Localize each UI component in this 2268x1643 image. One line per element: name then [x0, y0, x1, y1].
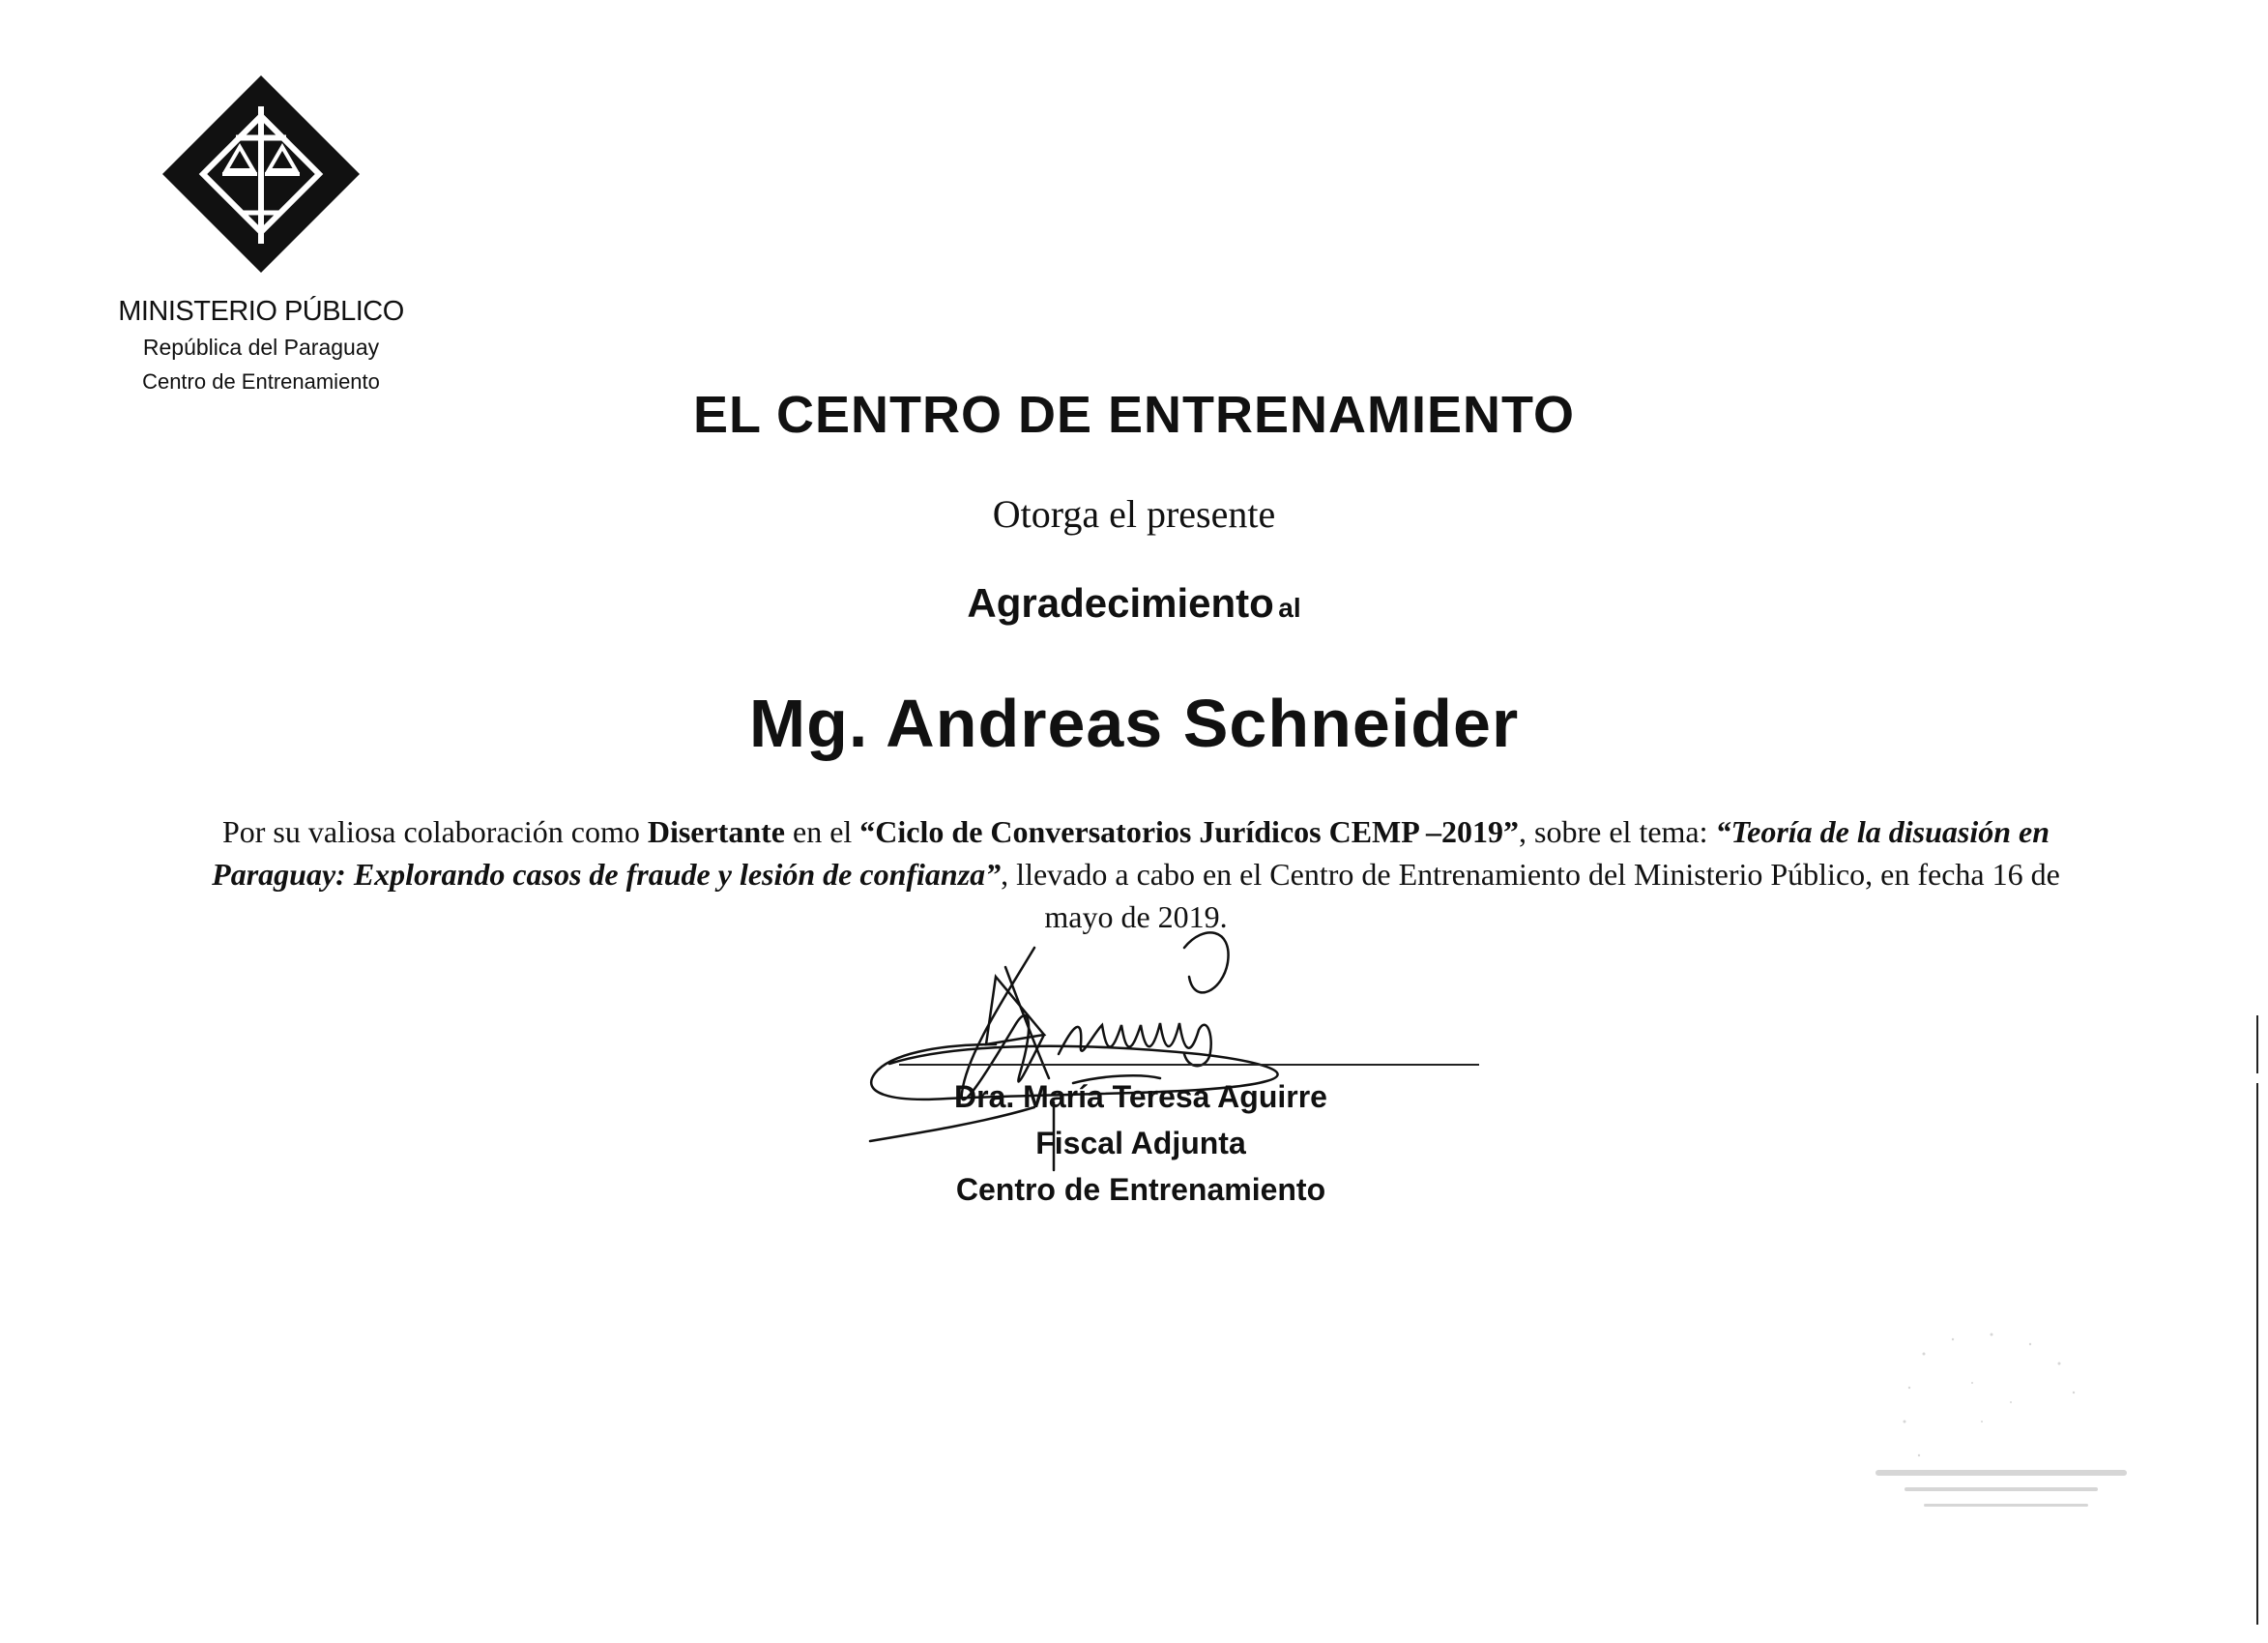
awards-line: Otorga el presente	[992, 492, 1276, 536]
signer-block	[870, 1073, 1411, 1213]
body-text-part: Por su valiosa colaboración como	[221, 814, 648, 849]
recognition-line	[0, 580, 2268, 627]
institution-name: MINISTERIO PÚBLICO	[118, 296, 404, 327]
recognition-word: Agradecimiento	[967, 580, 1274, 626]
signer-title: Fiscal Adjunta	[1035, 1126, 1246, 1160]
faded-stamp	[1866, 1296, 2156, 1567]
signer-name: Dra. María Teresa Aguirre	[954, 1079, 1327, 1114]
body-text-part: en el	[785, 814, 860, 849]
scan-edge-mark	[2256, 1083, 2258, 1625]
recognition-suffix: al	[1278, 593, 1301, 623]
signer-unit: Centro de Entrenamiento	[955, 1172, 1326, 1207]
body-topic: “Teoría de la disuasión en Paraguay: Explorando casos de fraude y lesión de confianza”	[212, 814, 2050, 892]
certificate-heading: EL CENTRO DE ENTRENAMIENTO	[692, 386, 1576, 444]
body-text-part: , llevado a cabo en el Centro de Entrenamiento del Ministerio Público, en fecha 16 de mayo de 2019.	[1001, 857, 2060, 934]
body-event: “Ciclo de Conversatorios Jurídicos CEMP –2019”	[859, 814, 1520, 849]
institution-country: República del Paraguay	[142, 335, 380, 360]
scan-edge-mark	[2256, 1015, 2258, 1073]
body-text-part: , sobre el tema:	[1519, 814, 1716, 849]
signature-line	[899, 1064, 1479, 1066]
recipient-name: Mg. Andreas Schneider	[748, 686, 1520, 761]
scales-of-justice-icon	[155, 68, 367, 280]
institution-department: Centro de Entrenamiento	[142, 369, 380, 394]
body-role: Disertante	[647, 814, 785, 849]
